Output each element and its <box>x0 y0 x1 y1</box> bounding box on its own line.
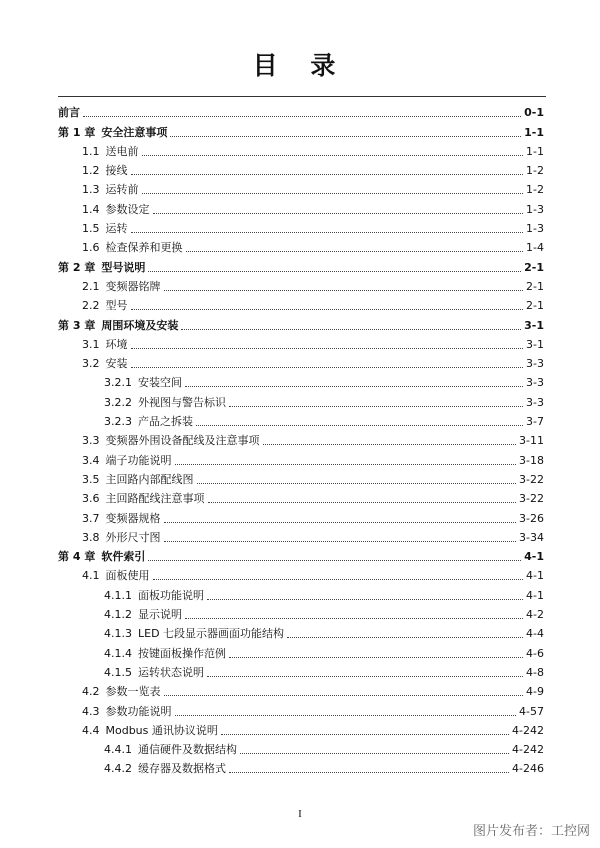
dot-leader <box>148 271 521 272</box>
toc-entry-label: 外视图与警告标识 <box>138 395 226 409</box>
table-of-contents <box>58 100 544 775</box>
toc-entry-title <box>58 242 183 254</box>
toc-page-number: 3-34 <box>519 530 544 544</box>
toc-entry-title <box>58 184 139 196</box>
toc-page-number: 3-1 <box>524 318 544 332</box>
toc-entry-label: 通信硬件及数据结构 <box>138 743 237 757</box>
dot-leader <box>142 155 524 156</box>
toc-entry-title <box>58 358 128 370</box>
toc-page-number: 1-1 <box>526 144 544 158</box>
toc-entry-label: 变频器规格 <box>105 511 161 525</box>
toc-page-number: 4-246 <box>512 762 544 776</box>
toc-entry-label: 变频器铭牌 <box>105 279 161 293</box>
toc-chapter-entry[interactable] <box>58 119 544 138</box>
toc-section-entry[interactable] <box>58 640 544 659</box>
toc-entry-title <box>58 532 161 544</box>
toc-entry-title <box>58 667 204 679</box>
toc-section-entry[interactable] <box>58 582 544 601</box>
toc-chapter-entry[interactable] <box>58 254 544 273</box>
toc-entry-title <box>58 262 145 274</box>
toc-entry-label: 运转 <box>105 222 128 236</box>
toc-entry-number: 2.1 <box>82 279 100 293</box>
toc-entry-number: 3.6 <box>82 492 100 506</box>
toc-entry-label: 前言 <box>58 106 80 120</box>
dot-leader <box>196 425 523 426</box>
toc-entry-number: 4.1.3 <box>104 627 132 641</box>
toc-entry-number: 3.4 <box>82 453 100 467</box>
toc-entry-title <box>58 493 205 505</box>
toc-page-number: 3-18 <box>519 453 544 467</box>
toc-entry-number: 3.8 <box>82 530 100 544</box>
toc-entry-number: 4.1 <box>82 569 100 583</box>
toc-section-entry[interactable] <box>58 351 544 370</box>
toc-entry-label: 软件索引 <box>101 550 146 564</box>
dot-leader <box>263 444 517 445</box>
toc-entry-label: 缓存器及数据格式 <box>138 762 226 776</box>
page-title: 目 录 <box>252 51 348 80</box>
dot-leader <box>229 406 523 407</box>
toc-page-number: 1-2 <box>526 164 544 178</box>
toc-entry-number: 1.1 <box>82 144 100 158</box>
toc-page-number: 2-1 <box>524 260 544 274</box>
toc-entry-number: 3.2.1 <box>104 376 132 390</box>
dot-leader <box>287 637 523 638</box>
toc-section-entry[interactable] <box>58 332 544 351</box>
toc-entry-number: 4.1.5 <box>104 665 132 679</box>
toc-section-entry[interactable] <box>58 235 544 254</box>
dot-leader <box>175 464 517 465</box>
toc-section-entry[interactable] <box>58 718 544 737</box>
dot-leader <box>153 213 524 214</box>
toc-page-number: 1-1 <box>524 125 544 139</box>
toc-entry-title <box>58 397 226 409</box>
toc-section-entry[interactable] <box>58 698 544 717</box>
toc-page-number: 1-3 <box>526 222 544 236</box>
toc-page-number: 2-1 <box>526 299 544 313</box>
toc-entry-title <box>58 455 172 467</box>
toc-page-number: 4-1 <box>526 588 544 602</box>
toc-entry-label: 面板使用 <box>105 569 150 583</box>
toc-entry-title <box>58 725 218 737</box>
page-number: I <box>298 808 302 820</box>
toc-entry-number: 4.4 <box>82 723 100 737</box>
toc-section-entry[interactable] <box>58 274 544 293</box>
dot-leader <box>208 502 517 503</box>
toc-entry-label: 型号 <box>105 299 128 313</box>
toc-entry-label: 检查保养和更换 <box>105 241 183 255</box>
toc-entry-title <box>58 416 193 428</box>
toc-page-number: 4-242 <box>512 723 544 737</box>
dot-leader <box>185 386 523 387</box>
toc-section-entry[interactable] <box>58 525 544 544</box>
toc-entry-number: 3.2.3 <box>104 415 132 429</box>
toc-page-number: 3-26 <box>519 511 544 525</box>
toc-entry-title <box>58 628 284 640</box>
toc-entry-label: 产品之拆装 <box>138 415 193 429</box>
dot-leader <box>153 579 524 580</box>
toc-entry-label: 显示说明 <box>138 608 182 622</box>
toc-entry-title <box>58 763 226 775</box>
toc-entry-number: 4.4.1 <box>104 743 132 757</box>
toc-entry-title <box>58 435 260 447</box>
toc-entry-title <box>58 744 237 756</box>
toc-chapter-entry[interactable] <box>58 544 544 563</box>
toc-entry-number: 3.5 <box>82 472 100 486</box>
toc-section-entry[interactable] <box>58 177 544 196</box>
toc-chapter-entry[interactable] <box>58 100 544 119</box>
toc-entry-number: 第 2 章 <box>58 260 96 274</box>
toc-section-entry[interactable] <box>58 563 544 582</box>
dot-leader <box>207 599 523 600</box>
dot-leader <box>131 232 524 233</box>
toc-page-number: 4-6 <box>526 646 544 660</box>
toc-entry-number: 1.6 <box>82 241 100 255</box>
toc-entry-title <box>58 551 145 563</box>
toc-entry-number: 3.2.2 <box>104 395 132 409</box>
toc-entry-title <box>58 590 204 602</box>
toc-section-entry[interactable] <box>58 370 544 389</box>
toc-page-number: 1-2 <box>526 183 544 197</box>
dot-leader <box>148 560 521 561</box>
dot-leader <box>185 618 523 619</box>
toc-entry-title <box>58 223 128 235</box>
toc-entry-title <box>58 204 150 216</box>
toc-entry-title <box>58 107 80 119</box>
toc-entry-title <box>58 281 161 293</box>
toc-page-number: 2-1 <box>526 279 544 293</box>
toc-page-number: 4-1 <box>526 569 544 583</box>
toc-section-entry[interactable] <box>58 389 544 408</box>
toc-section-entry[interactable] <box>58 293 544 312</box>
toc-entry-label: 参数功能说明 <box>105 704 172 718</box>
toc-entry-title <box>58 609 182 621</box>
toc-page-number: 3-3 <box>526 376 544 390</box>
toc-entry-label: 接线 <box>105 164 128 178</box>
toc-section-entry[interactable] <box>58 660 544 679</box>
dot-leader <box>207 676 523 677</box>
toc-entry-label: 安全注意事项 <box>101 125 168 139</box>
toc-entry-number: 4.1.2 <box>104 608 132 622</box>
toc-section-entry[interactable] <box>58 428 544 447</box>
dot-leader <box>229 772 509 773</box>
toc-entry-number: 4.2 <box>82 685 100 699</box>
toc-entry-label: 按键面板操作范例 <box>138 646 226 660</box>
toc-page-number: 4-57 <box>519 704 544 718</box>
toc-entry-number: 4.1.4 <box>104 646 132 660</box>
toc-entry-label: 型号说明 <box>101 260 146 274</box>
toc-page-number: 3-22 <box>519 472 544 486</box>
toc-chapter-entry[interactable] <box>58 312 544 331</box>
toc-entry-label: 运转前 <box>105 183 139 197</box>
toc-entry-label: 端子功能说明 <box>105 453 172 467</box>
toc-section-entry[interactable] <box>58 737 544 756</box>
toc-entry-title <box>58 377 182 389</box>
toc-entry-title <box>58 320 178 332</box>
toc-entry-title <box>58 146 139 158</box>
toc-page-number: 3-3 <box>526 357 544 371</box>
dot-leader <box>229 657 523 658</box>
dot-leader <box>221 734 509 735</box>
toc-section-entry[interactable] <box>58 467 544 486</box>
toc-page-number: 1-3 <box>526 202 544 216</box>
toc-entry-label: 外形尺寸图 <box>105 530 161 544</box>
toc-entry-number: 第 4 章 <box>58 550 96 564</box>
dot-leader <box>131 309 524 310</box>
toc-entry-label: Modbus 通讯协议说明 <box>105 723 218 737</box>
dot-leader <box>197 483 517 484</box>
toc-page-number: 0-1 <box>524 106 544 120</box>
toc-entry-number: 4.4.2 <box>104 762 132 776</box>
toc-entry-label: 运转状态说明 <box>138 665 204 679</box>
toc-page-number: 3-7 <box>526 415 544 429</box>
toc-page-number: 1-4 <box>526 241 544 255</box>
toc-section-entry[interactable] <box>58 505 544 524</box>
toc-entry-number: 3.1 <box>82 337 100 351</box>
toc-entry-label: 变频器外围设备配线及注意事项 <box>105 434 260 448</box>
dot-leader <box>131 367 524 368</box>
dot-leader <box>131 174 524 175</box>
toc-entry-number: 第 3 章 <box>58 318 96 332</box>
toc-entry-number: 第 1 章 <box>58 125 96 139</box>
toc-entry-title <box>58 686 161 698</box>
toc-entry-label: 参数设定 <box>105 202 150 216</box>
toc-page-number: 4-2 <box>526 608 544 622</box>
toc-entry-label: 送电前 <box>105 144 139 158</box>
toc-entry-number: 3.3 <box>82 434 100 448</box>
toc-page-number: 3-3 <box>526 395 544 409</box>
toc-entry-number: 1.5 <box>82 222 100 236</box>
toc-entry-label: 安装 <box>105 357 128 371</box>
dot-leader <box>164 290 524 291</box>
toc-section-entry[interactable] <box>58 621 544 640</box>
toc-entry-title <box>58 474 194 486</box>
watermark: 图片发布者：工控网 <box>472 824 590 839</box>
toc-entry-number: 3.7 <box>82 511 100 525</box>
toc-section-entry[interactable] <box>58 679 544 698</box>
toc-page-number: 4-9 <box>526 685 544 699</box>
toc-entry-title <box>58 165 128 177</box>
toc-section-entry[interactable] <box>58 447 544 466</box>
dot-leader <box>186 251 524 252</box>
toc-entry-title <box>58 513 161 525</box>
dot-leader <box>142 193 524 194</box>
toc-page-number: 3-22 <box>519 492 544 506</box>
toc-entry-title <box>58 706 172 718</box>
toc-page-number: 4-242 <box>512 743 544 757</box>
toc-section-entry[interactable] <box>58 409 544 428</box>
toc-section-entry[interactable] <box>58 756 544 775</box>
toc-section-entry[interactable] <box>58 139 544 158</box>
dot-leader <box>164 541 517 542</box>
toc-entry-label: LED 七段显示器画面功能结构 <box>138 627 285 641</box>
toc-entry-number: 1.3 <box>82 183 100 197</box>
toc-section-entry[interactable] <box>58 602 544 621</box>
toc-entry-number: 3.2 <box>82 357 100 371</box>
toc-page-number: 3-11 <box>519 434 544 448</box>
toc-entry-title <box>58 339 128 351</box>
toc-entry-number: 2.2 <box>82 299 100 313</box>
toc-page-number: 4-4 <box>526 627 544 641</box>
toc-entry-label: 周围环境及安装 <box>101 318 179 332</box>
toc-entry-number: 1.4 <box>82 202 100 216</box>
toc-entry-number: 1.2 <box>82 164 100 178</box>
dot-leader <box>164 695 524 696</box>
dot-leader <box>181 329 521 330</box>
toc-entry-title <box>58 127 167 139</box>
dot-leader <box>131 348 524 349</box>
toc-entry-label: 参数一览表 <box>105 685 161 699</box>
toc-section-entry[interactable] <box>58 196 544 215</box>
toc-section-entry[interactable] <box>58 486 544 505</box>
dot-leader <box>175 715 517 716</box>
toc-entry-title <box>58 570 150 582</box>
title-divider <box>58 96 546 97</box>
toc-entry-title <box>58 648 226 660</box>
toc-entry-number: 4.3 <box>82 704 100 718</box>
toc-entry-label: 面板功能说明 <box>138 588 204 602</box>
toc-section-entry[interactable] <box>58 216 544 235</box>
dot-leader <box>240 753 509 754</box>
toc-page-number: 4-8 <box>526 665 544 679</box>
toc-entry-number: 4.1.1 <box>104 588 132 602</box>
toc-entry-title <box>58 300 128 312</box>
toc-entry-label: 主回路内部配线图 <box>105 472 194 486</box>
dot-leader <box>164 522 517 523</box>
toc-page-number: 3-1 <box>526 337 544 351</box>
dot-leader <box>170 136 521 137</box>
dot-leader <box>83 116 521 117</box>
toc-entry-label: 环境 <box>105 337 128 351</box>
toc-page-number: 4-1 <box>524 550 544 564</box>
toc-entry-label: 安装空间 <box>138 376 182 390</box>
toc-entry-label: 主回路配线注意事项 <box>105 492 205 506</box>
toc-section-entry[interactable] <box>58 158 544 177</box>
